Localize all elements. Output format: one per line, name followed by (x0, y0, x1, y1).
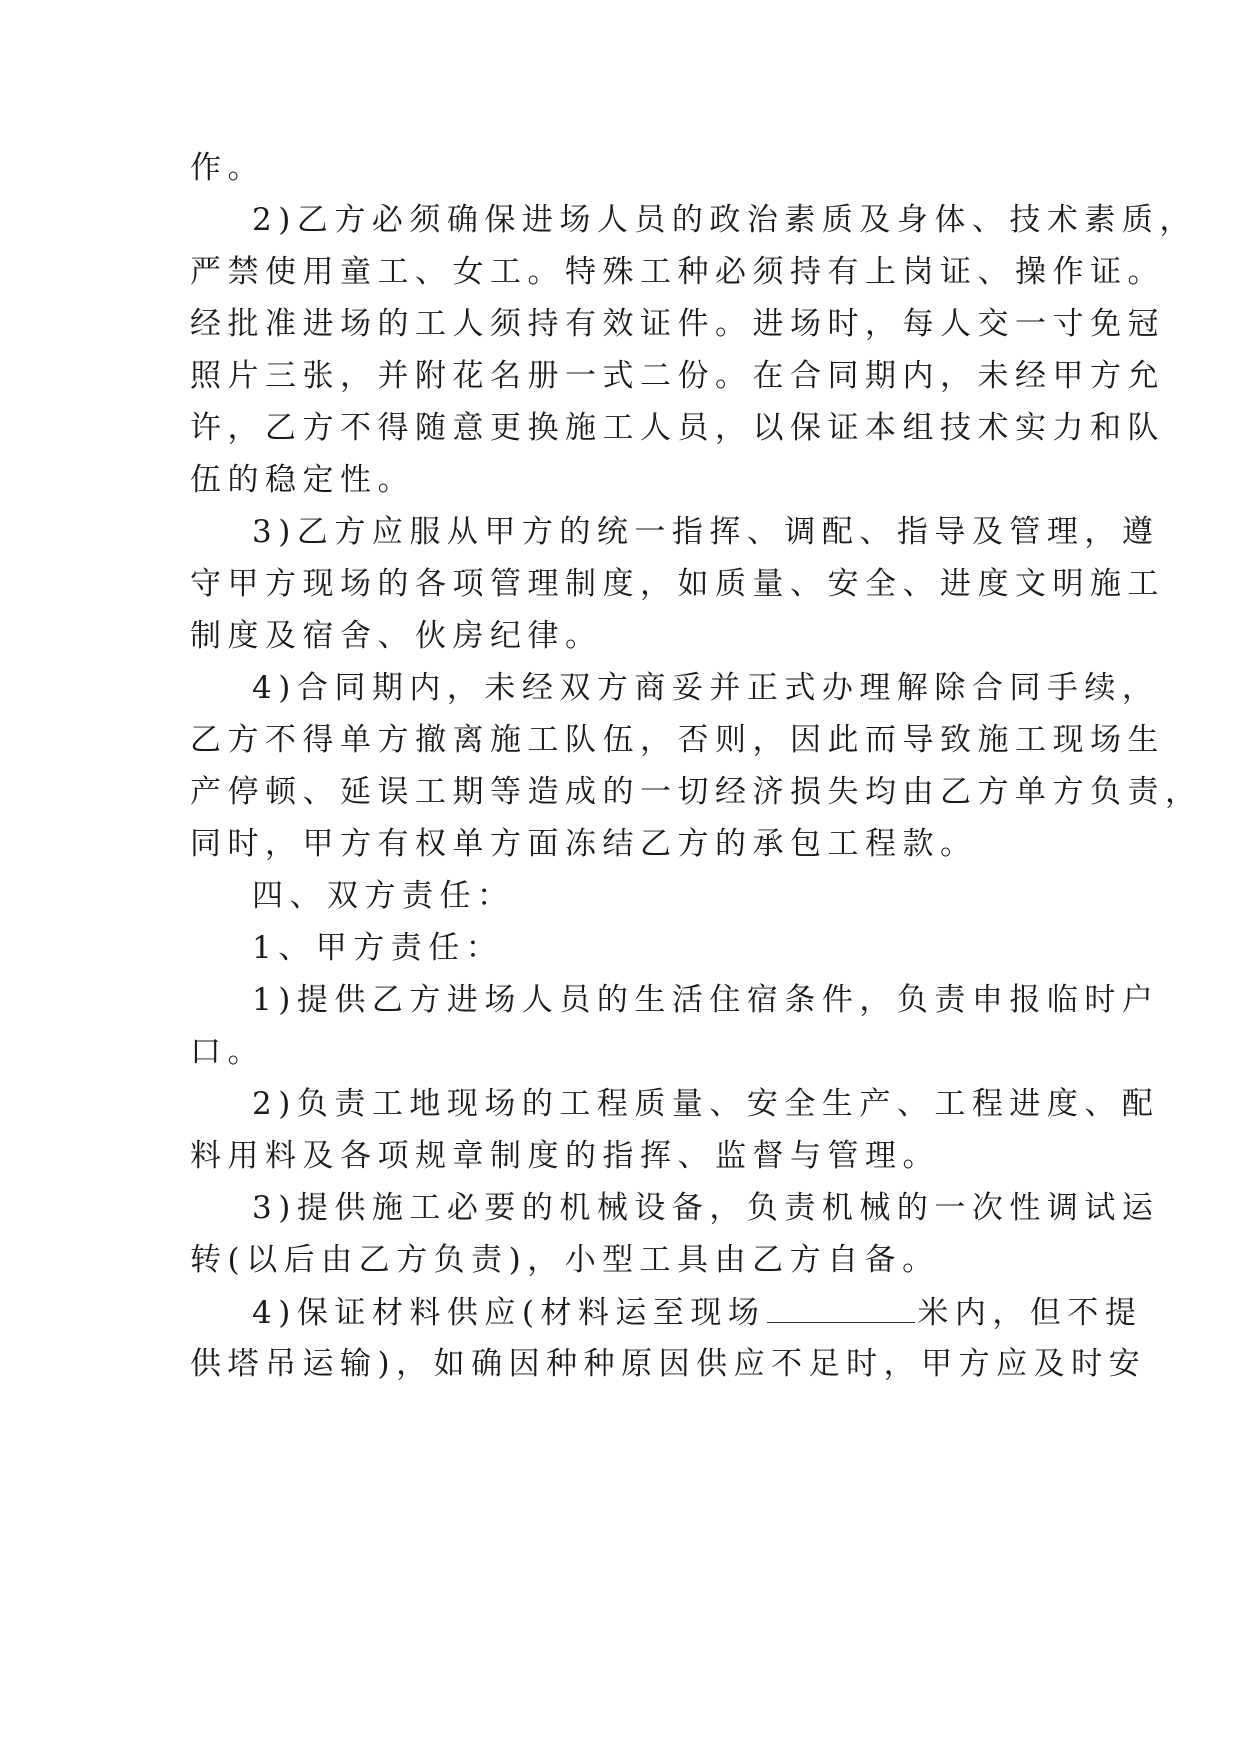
paragraph-line: 3)乙方应服从甲方的统一指挥、调配、指导及管理，遵 (252, 514, 1160, 550)
paragraph-line: 4)合同期内，未经双方商妥并正式办理解除合同手续， (252, 670, 1160, 706)
text-line: 照片三张，并附花名册一式二份。在合同期内，未经甲方允 (190, 358, 1165, 394)
text-line: 守甲方现场的各项管理制度，如质量、安全、进度文明施工 (190, 566, 1165, 602)
text-line: 同时，甲方有权单方面冻结乙方的承包工程款。 (190, 826, 978, 862)
text-segment: 4)保证材料供应(材料运至现场 (252, 1295, 766, 1331)
text-line: 转(以后由乙方负责)，小型工具由乙方自备。 (190, 1242, 940, 1278)
text-line: 口。 (190, 1034, 265, 1070)
section-heading: 四、双方责任： (252, 878, 515, 914)
paragraph-line: 2)乙方必须确保进场人员的政治素质及身体、技术素质， (252, 202, 1197, 238)
text-line: 产停顿、延误工期等造成的一切经济损失均由乙方单方负责， (190, 774, 1203, 810)
text-line: 许，乙方不得随意更换施工人员，以保证本组技术实力和队 (190, 410, 1165, 446)
paragraph-line: 3)提供施工必要的机械设备，负责机械的一次性调试运 (252, 1190, 1160, 1226)
paragraph-line (252, 1294, 1143, 1331)
text-line: 供塔吊运输)，如确因种种原因供应不足时，甲方应及时安 (190, 1346, 1147, 1382)
text-line: 经批准进场的工人须持有效证件。进场时，每人交一寸免冠 (190, 306, 1165, 342)
text-line: 作。 (190, 150, 265, 186)
fill-in-blank (767, 1294, 915, 1323)
text-line: 乙方不得单方撤离施工队伍，否则，因此而导致施工现场生 (190, 722, 1165, 758)
text-segment: 米内，但不提 (917, 1295, 1143, 1331)
text-line: 伍的稳定性。 (190, 462, 415, 498)
text-line: 料用料及各项规章制度的指挥、监督与管理。 (190, 1138, 940, 1174)
paragraph-line: 1)提供乙方进场人员的生活住宿条件，负责申报临时户 (252, 982, 1160, 1018)
text-line: 制度及宿舍、伙房纪律。 (190, 618, 603, 654)
subsection-heading: 1、甲方责任： (252, 930, 504, 966)
text-line: 严禁使用童工、女工。特殊工种必须持有上岗证、操作证。 (190, 254, 1165, 290)
paragraph-line: 2)负责工地现场的工程质量、安全生产、工程进度、配 (252, 1086, 1160, 1122)
